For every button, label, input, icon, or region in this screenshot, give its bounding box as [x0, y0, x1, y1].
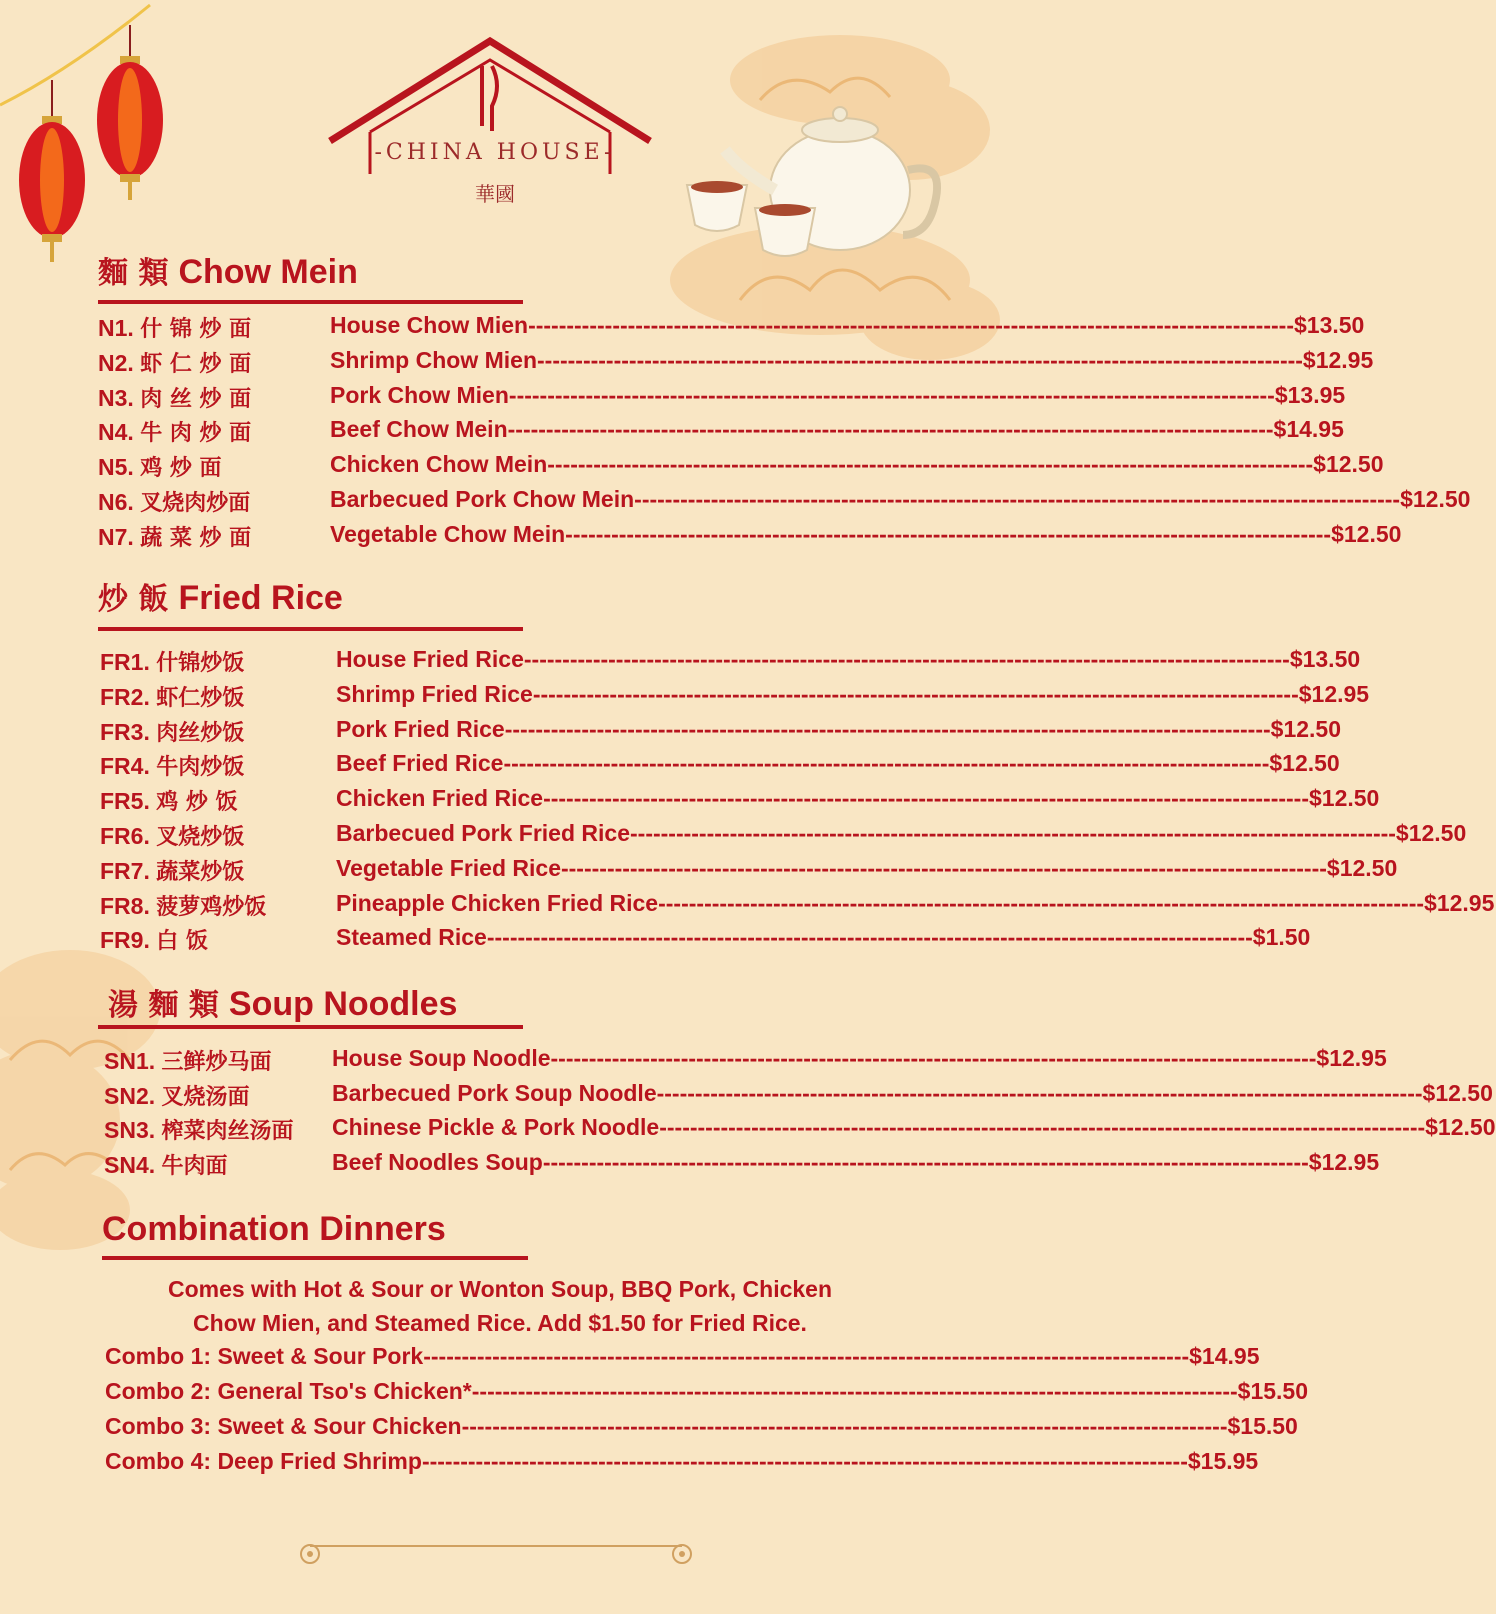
- dot-leader: ----------------------------------------------------------------------------------------------------: [528, 312, 1294, 338]
- item-price: $12.50: [1425, 1114, 1496, 1140]
- item-name-price: [332, 1148, 1380, 1176]
- item-code: FR7.: [100, 857, 150, 884]
- combo-item-row: [105, 1343, 1260, 1373]
- item-name-price: [336, 715, 1342, 743]
- section-title-chow-mein: [98, 248, 358, 292]
- item-code: FR8.: [100, 892, 150, 919]
- item-code-block: [100, 924, 208, 955]
- item-code-block: [104, 1080, 250, 1111]
- item-name-price: [336, 820, 1467, 847]
- item-code-block: [98, 382, 251, 413]
- item-code: N3.: [98, 384, 134, 411]
- item-code-block: [98, 521, 251, 552]
- menu-item-row: [104, 1079, 1493, 1110]
- item-name: Barbecued Pork Chow Mein: [330, 486, 635, 512]
- combo-item-row: [105, 1448, 1259, 1478]
- item-code: FR5.: [100, 788, 150, 815]
- item-chinese-name: 菠萝鸡炒饭: [156, 894, 267, 920]
- dot-leader: ----------------------------------------------------------------------------------------------------: [560, 854, 1327, 881]
- item-chinese-name: 牛 肉 炒 面: [140, 421, 252, 447]
- section-title-chinese: 麵 類: [98, 256, 169, 291]
- item-price: $12.50: [1395, 820, 1467, 846]
- combo-item-row: [105, 1413, 1298, 1443]
- item-code: SN3.: [104, 1117, 156, 1143]
- brand-chinese-name: 華國: [475, 182, 515, 206]
- item-code-block: [100, 681, 244, 712]
- combo-price: $15.50: [1227, 1413, 1298, 1439]
- combo-item-row: [105, 1378, 1309, 1408]
- item-price: $12.95: [1316, 1045, 1387, 1071]
- item-price: $13.50: [1293, 312, 1365, 338]
- item-chinese-name: 什 锦 炒 面: [140, 317, 252, 342]
- item-code-block: [98, 486, 250, 517]
- item-price: $12.95: [1298, 680, 1370, 707]
- section-title-combination: [102, 1210, 446, 1249]
- item-name: House Chow Mien: [330, 312, 529, 338]
- item-code: FR9.: [100, 927, 150, 954]
- item-code: N1.: [98, 315, 134, 341]
- section-title-fried-rice: [98, 574, 343, 618]
- dot-leader: ----------------------------------------------------------------------------------------------------: [508, 381, 1275, 408]
- item-price: $1.50: [1252, 924, 1311, 951]
- item-price: $12.50: [1326, 854, 1398, 881]
- item-chinese-name: 肉丝炒饭: [156, 720, 245, 746]
- menu-item-row: [98, 486, 1471, 516]
- item-name-price: [330, 520, 1402, 548]
- item-chinese-name: 牛肉炒饭: [156, 755, 245, 781]
- item-name: Beef Fried Rice: [336, 750, 504, 777]
- item-code-block: [100, 750, 244, 781]
- scroll-ornament-icon: [298, 1538, 694, 1568]
- item-code-block: [100, 855, 244, 886]
- item-price: $14.95: [1273, 416, 1344, 443]
- dot-leader: ----------------------------------------------------------------------------------------------------: [504, 715, 1271, 742]
- item-code: FR6.: [100, 823, 150, 849]
- combo-name: Combo 4: Deep Fried Shrimp: [105, 1448, 422, 1474]
- dot-leader: ----------------------------------------------------------------------------------------------------: [532, 680, 1299, 707]
- item-name-price: [330, 312, 1365, 339]
- item-name: Vegetable Chow Mein: [330, 520, 566, 547]
- item-code-block: [100, 646, 244, 677]
- item-name-price: [336, 646, 1361, 673]
- dot-leader: ----------------------------------------------------------------------------------------------------: [658, 889, 1425, 916]
- item-price: $12.50: [1269, 750, 1340, 777]
- item-code-block: [100, 716, 244, 747]
- section-divider: [98, 300, 523, 304]
- item-name-price: [336, 924, 1311, 951]
- item-name-price: [330, 451, 1384, 478]
- item-name-price: [330, 486, 1471, 513]
- menu-item-row: [100, 854, 1398, 885]
- dot-leader: ----------------------------------------------------------------------------------------------------: [471, 1378, 1238, 1404]
- item-price: $12.50: [1331, 520, 1402, 547]
- item-code-block: [98, 347, 251, 378]
- teapot-icon: [695, 90, 955, 270]
- item-chinese-name: 鸡 炒 面: [140, 456, 222, 482]
- item-name: Pineapple Chicken Fried Rice: [336, 889, 659, 916]
- item-code: N7.: [98, 523, 134, 550]
- item-chinese-name: 肉 丝 炒 面: [140, 386, 252, 412]
- item-name: Steamed Rice: [336, 924, 487, 951]
- item-name: Pork Chow Mien: [330, 381, 509, 408]
- dot-leader: ----------------------------------------------------------------------------------------------------: [543, 785, 1309, 812]
- item-price: $12.95: [1308, 1148, 1380, 1175]
- item-name: Barbecued Pork Fried Rice: [336, 820, 630, 846]
- dot-leader: ----------------------------------------------------------------------------------------------------: [656, 1079, 1423, 1106]
- dot-leader: ----------------------------------------------------------------------------------------------------: [542, 1148, 1309, 1175]
- dot-leader: ----------------------------------------------------------------------------------------------------: [547, 451, 1314, 478]
- item-code-block: [104, 1045, 272, 1076]
- dot-leader: ----------------------------------------------------------------------------------------------------: [537, 346, 1303, 373]
- menu-item-row: [98, 416, 1344, 447]
- item-price: $12.50: [1309, 785, 1380, 812]
- section-title-english: Combination Dinners: [102, 1210, 446, 1248]
- dot-leader: ----------------------------------------------------------------------------------------------------: [486, 924, 1253, 951]
- dot-leader: ----------------------------------------------------------------------------------------------------: [503, 750, 1270, 777]
- item-price: $12.95: [1302, 346, 1374, 373]
- item-code: SN2.: [104, 1082, 156, 1109]
- menu-item-row: [98, 381, 1346, 412]
- item-name: Chicken Fried Rice: [336, 785, 544, 812]
- item-name: Shrimp Fried Rice: [336, 680, 533, 707]
- item-chinese-name: 虾仁炒饭: [156, 685, 245, 711]
- item-price: $13.50: [1289, 646, 1361, 672]
- item-code: FR1.: [100, 649, 150, 675]
- item-code: N4.: [98, 419, 134, 446]
- dot-leader: ----------------------------------------------------------------------------------------------------: [523, 646, 1290, 672]
- item-code: SN4.: [104, 1151, 156, 1178]
- item-name-price: [336, 750, 1340, 777]
- item-price: $12.95: [1424, 889, 1495, 916]
- item-chinese-name: 牛肉面: [161, 1153, 228, 1179]
- section-title-chinese: 湯 麵 類: [108, 988, 219, 1023]
- menu-item-row: [100, 889, 1495, 920]
- menu-item-row: [98, 312, 1365, 342]
- item-code: N5.: [98, 454, 134, 481]
- item-price: $12.50: [1422, 1079, 1493, 1106]
- dot-leader: ----------------------------------------------------------------------------------------------------: [634, 486, 1401, 512]
- item-chinese-name: 蔬 菜 炒 面: [140, 525, 252, 551]
- item-name-price: [330, 381, 1346, 409]
- menu-item-row: [100, 646, 1361, 676]
- section-title-soup-noodles: [108, 980, 457, 1024]
- item-code: N6.: [98, 489, 134, 515]
- item-name-price: [336, 680, 1370, 708]
- dot-leader: ----------------------------------------------------------------------------------------------------: [565, 520, 1332, 547]
- item-chinese-name: 叉烧汤面: [161, 1084, 250, 1110]
- item-code-block: [104, 1114, 294, 1145]
- menu-item-row: [100, 750, 1340, 781]
- menu-item-row: [98, 346, 1374, 377]
- item-code-block: [98, 312, 251, 343]
- item-name-price: [332, 1079, 1493, 1107]
- menu-item-row: [100, 924, 1311, 955]
- item-name: House Fried Rice: [336, 646, 524, 672]
- menu-item-row: [104, 1045, 1387, 1075]
- item-chinese-name: 白 饭: [156, 929, 208, 955]
- item-name-price: [332, 1045, 1387, 1072]
- item-code: N2.: [98, 349, 134, 376]
- menu-item-row: [104, 1114, 1496, 1144]
- item-code: FR2.: [100, 683, 150, 710]
- item-price: $12.50: [1270, 715, 1342, 742]
- dot-leader: ----------------------------------------------------------------------------------------------------: [421, 1448, 1188, 1474]
- item-code-block: [100, 785, 238, 816]
- section-title-english: Soup Noodles: [228, 985, 458, 1023]
- item-code: FR3.: [100, 718, 150, 745]
- item-name-price: [336, 854, 1398, 882]
- item-name-price: [332, 1114, 1496, 1141]
- item-chinese-name: 三鲜炒马面: [161, 1050, 272, 1075]
- menu-item-row: [100, 680, 1370, 711]
- item-price: $13.95: [1274, 381, 1346, 408]
- combo-price: $15.50: [1237, 1378, 1309, 1404]
- item-chinese-name: 虾 仁 炒 面: [140, 351, 252, 377]
- item-price: $12.50: [1400, 486, 1471, 512]
- item-code-block: [100, 820, 244, 851]
- dot-leader: ----------------------------------------------------------------------------------------------------: [659, 1114, 1426, 1140]
- roof-icon: [330, 36, 660, 146]
- combo-note-line: Comes with Hot & Sour or Wonton Soup, BBQ Pork, Chicken: [167, 1276, 833, 1302]
- section-divider: [98, 627, 523, 631]
- item-chinese-name: 什锦炒饭: [156, 651, 245, 676]
- item-name: Beef Chow Mein: [330, 416, 508, 443]
- combo-name: Combo 3: Sweet & Sour Chicken: [105, 1413, 462, 1439]
- item-name-price: [336, 889, 1495, 917]
- item-code: SN1.: [104, 1048, 156, 1074]
- item-name: Beef Noodles Soup: [332, 1148, 543, 1175]
- item-code-block: [104, 1149, 228, 1180]
- item-chinese-name: 叉烧肉炒面: [140, 491, 251, 516]
- menu-item-row: [100, 820, 1467, 850]
- item-name-price: [330, 416, 1344, 443]
- item-name: Barbecued Pork Soup Noodle: [332, 1079, 657, 1106]
- section-divider: [102, 1256, 528, 1260]
- section-title-english: Chow Mein: [178, 253, 358, 291]
- item-name: Pork Fried Rice: [336, 715, 505, 742]
- combo-price: $14.95: [1189, 1343, 1260, 1369]
- item-name: Vegetable Fried Rice: [336, 854, 561, 881]
- item-code: FR4.: [100, 753, 150, 780]
- menu-item-row: [98, 520, 1402, 551]
- item-name-price: [336, 785, 1380, 812]
- combo-note-line: Chow Mien, and Steamed Rice. Add $1.50 for Fried Rice.: [193, 1310, 807, 1336]
- brand-name: -CHINA HOUSE-: [374, 140, 616, 165]
- dot-leader: ----------------------------------------------------------------------------------------------------: [507, 416, 1274, 443]
- menu-item-row: [98, 451, 1384, 482]
- item-chinese-name: 鸡 炒 饭: [156, 790, 238, 816]
- dot-leader: ----------------------------------------------------------------------------------------------------: [550, 1045, 1317, 1071]
- combo-note: [120, 1272, 880, 1340]
- item-price: $12.50: [1313, 451, 1384, 478]
- lantern-icon: [0, 0, 180, 270]
- item-code-block: [98, 451, 222, 482]
- section-title-chinese: 炒 飯: [98, 582, 169, 617]
- item-chinese-name: 蔬菜炒饭: [156, 859, 245, 885]
- item-chinese-name: 叉烧炒饭: [156, 825, 245, 850]
- dot-leader: ----------------------------------------------------------------------------------------------------: [423, 1343, 1190, 1369]
- combo-price: $15.95: [1187, 1448, 1259, 1474]
- item-name: Shrimp Chow Mien: [330, 346, 537, 373]
- menu-item-row: [104, 1148, 1380, 1179]
- china-house-logo: [330, 36, 660, 212]
- dot-leader: ----------------------------------------------------------------------------------------------------: [630, 820, 1396, 846]
- item-name-price: [330, 346, 1374, 374]
- section-divider: [98, 1025, 523, 1029]
- section-title-english: Fried Rice: [178, 579, 343, 617]
- combo-name: Combo 2: General Tso's Chicken*: [105, 1378, 472, 1404]
- item-name: Chicken Chow Mein: [330, 451, 548, 478]
- menu-item-row: [100, 715, 1342, 746]
- item-chinese-name: 榨菜肉丝汤面: [161, 1119, 294, 1144]
- item-name: Chinese Pickle & Pork Noodle: [332, 1114, 660, 1140]
- menu-item-row: [100, 785, 1380, 816]
- item-name: House Soup Noodle: [332, 1045, 551, 1071]
- combo-name: Combo 1: Sweet & Sour Pork: [105, 1343, 424, 1369]
- item-code-block: [100, 890, 266, 921]
- item-code-block: [98, 416, 251, 447]
- dot-leader: ----------------------------------------------------------------------------------------------------: [461, 1413, 1228, 1439]
